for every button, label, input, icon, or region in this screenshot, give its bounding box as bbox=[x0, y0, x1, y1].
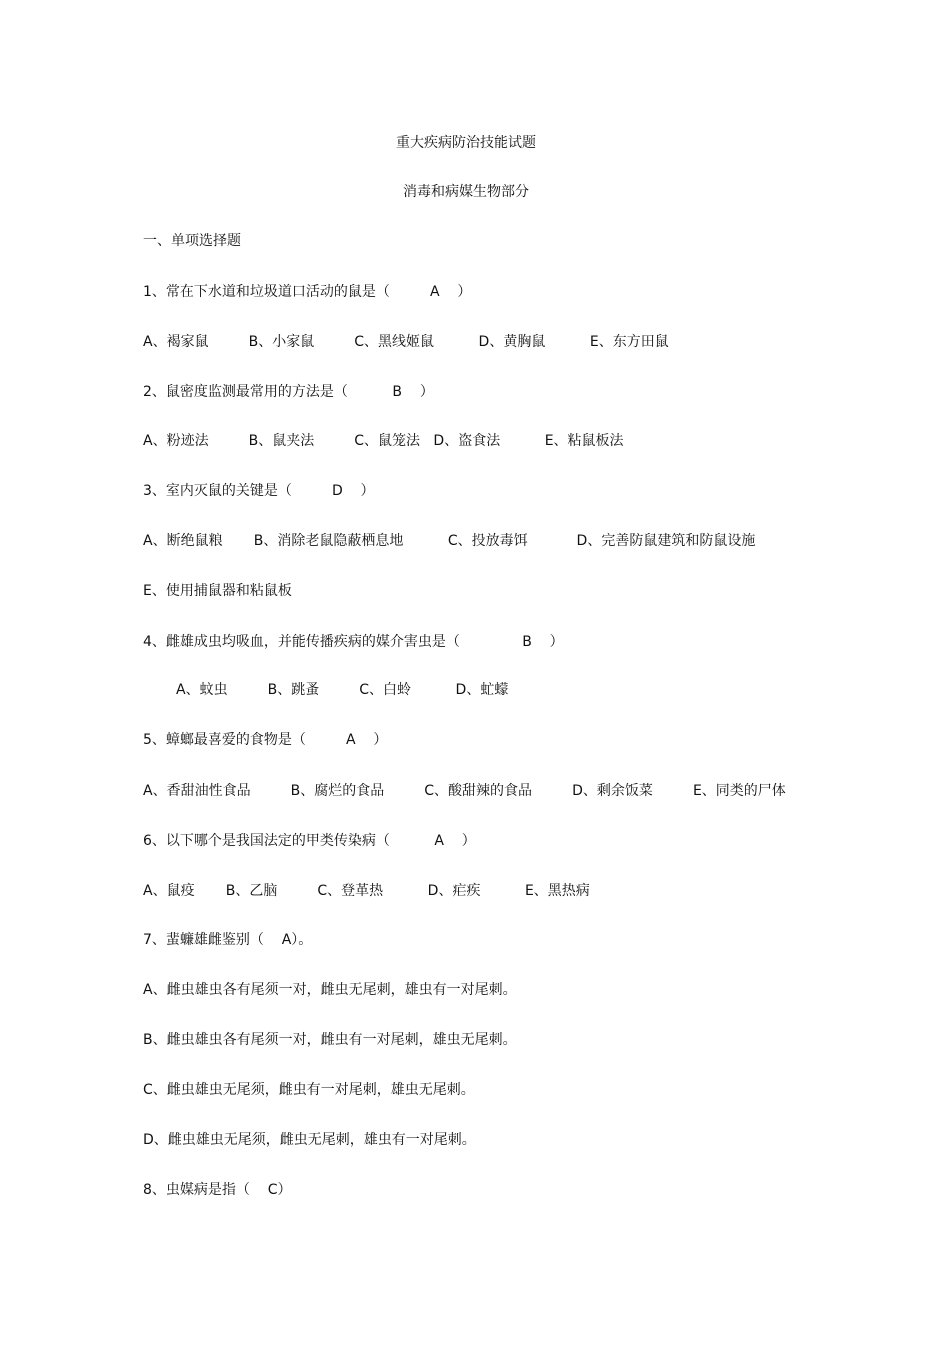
options-6: A、鼠疫 B、乙脑 C、登革热 D、疟疾 E、黑热病 bbox=[143, 883, 590, 899]
options-5: A、香甜油性食品 B、腐烂的食品 C、酸甜辣的食品 D、剩余饭菜 E、同类的尸体 bbox=[143, 783, 786, 799]
options-1: A、褐家鼠 B、小家鼠 C、黑线姬鼠 D、黄胸鼠 E、东方田鼠 bbox=[143, 334, 669, 350]
options-3: A、断绝鼠粮 B、消除老鼠隐蔽栖息地 C、投放毒饵 D、完善防鼠建筑和防鼠设施 bbox=[143, 533, 756, 549]
question-3: 3、室内灭鼠的关键是（ D ） bbox=[143, 483, 375, 499]
options-3-cont: E、使用捕鼠器和粘鼠板 bbox=[143, 583, 292, 599]
option-7d: D、雌虫雄虫无尾须，雌虫无尾刺，雄虫有一对尾刺。 bbox=[143, 1132, 476, 1148]
question-5: 5、蟑螂最喜爱的食物是（ A ） bbox=[143, 732, 388, 748]
option-7a: A、雌虫雄虫各有尾须一对，雌虫无尾刺，雄虫有一对尾刺。 bbox=[143, 982, 517, 998]
option-7b: B、雌虫雄虫各有尾须一对，雌虫有一对尾刺，雄虫无尾刺。 bbox=[143, 1032, 517, 1048]
option-7c: C、雌虫雄虫无尾须，雌虫有一对尾刺，雄虫无尾刺。 bbox=[143, 1082, 475, 1098]
document-subtitle: 消毒和病媒生物部分 bbox=[403, 184, 529, 200]
question-1: 1、常在下水道和垃圾道口活动的鼠是（ A ） bbox=[143, 284, 472, 300]
options-4: A、蚊虫 B、跳蚤 C、白蛉 D、虻蠓 bbox=[176, 682, 509, 698]
question-8: 8、虫媒病是指（ C） bbox=[143, 1182, 292, 1198]
question-7: 7、蜚蠊雄雌鉴别（ A）。 bbox=[143, 932, 313, 948]
options-2: A、粉迹法 B、鼠夹法 C、鼠笼法 D、盗食法 E、粘鼠板法 bbox=[143, 433, 624, 449]
document-title: 重大疾病防治技能试题 bbox=[396, 135, 536, 151]
question-2: 2、鼠密度监测最常用的方法是（ B ） bbox=[143, 384, 434, 400]
question-4: 4、雌雄成虫均吸血，并能传播疾病的媒介害虫是（ B ） bbox=[143, 634, 564, 650]
question-6: 6、以下哪个是我国法定的甲类传染病（ A ） bbox=[143, 833, 476, 849]
section-heading: 一、单项选择题 bbox=[143, 233, 241, 249]
